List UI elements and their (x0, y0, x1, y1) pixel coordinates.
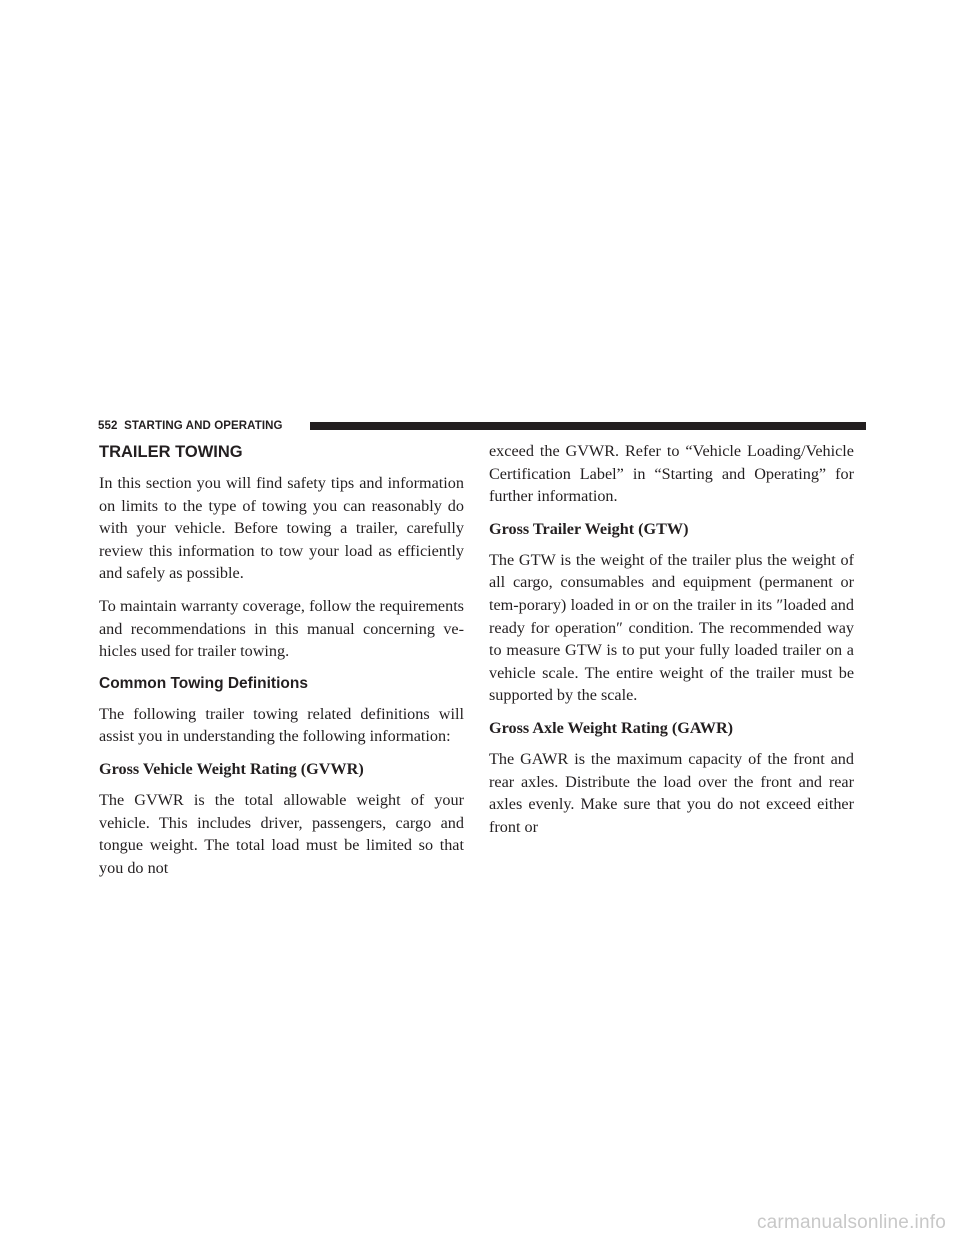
gvwr-heading: Gross Vehicle Weight Rating (GVWR) (99, 759, 364, 778)
gvwr-continued: exceed the GVWR. Refer to “Vehicle Loading/Vehicle Certification Label” in “Starting and Operating” for further information. (489, 442, 854, 506)
section-name: STARTING AND OPERATING (124, 420, 283, 432)
page-number: 552 (98, 420, 118, 432)
gawr-heading: Gross Axle Weight Rating (GAWR) (489, 718, 734, 737)
gtw-heading: Gross Trailer Weight (GTW) (489, 519, 689, 538)
intro-paragraph-1: In this section you will find safety tips and information on limits to the type of towing you can reasonably do with your vehicle. Before towing a trailer, carefully review this information to tow your load as efficiently and safely as possible. (99, 474, 464, 583)
gvwr-text: The GVWR is the total allowable weight of your vehicle. This includes driver, passengers, cargo and tongue weight. The total load must be limited so that you do not (99, 790, 464, 877)
right-column (489, 438, 854, 848)
page-header-text (98, 418, 283, 434)
intro-paragraph-2: To maintain warranty coverage, follow the requirements and recommendations in this manual concerning ve-hicles used for trailer towing. (99, 596, 464, 661)
definitions-intro: The following trailer towing related definitions will assist you in understanding the following information: (99, 704, 464, 746)
left-column (99, 438, 464, 889)
gtw-text: The GTW is the weight of the trailer plus the weight of all cargo, consumables and equipment (permanent or tem-porary) loaded in or on the trailer in its ″loaded and ready for operation″ condition. The recommended way to measure GTW is to put your fully loaded trailer on a vehicle scale. The entire weight of the trailer must be supported by the scale. (489, 550, 854, 705)
section-title: TRAILER TOWING (99, 443, 243, 461)
page-header (98, 418, 866, 434)
gawr-text: The GAWR is the maximum capacity of the front and rear axles. Distribute the load over the front and rear axles evenly. Make sure that you do not exceed either front or (489, 749, 854, 836)
watermark: carmanualsonline.info (756, 1212, 946, 1233)
subsection-title: Common Towing Definitions (99, 674, 308, 692)
header-rule (310, 422, 866, 430)
